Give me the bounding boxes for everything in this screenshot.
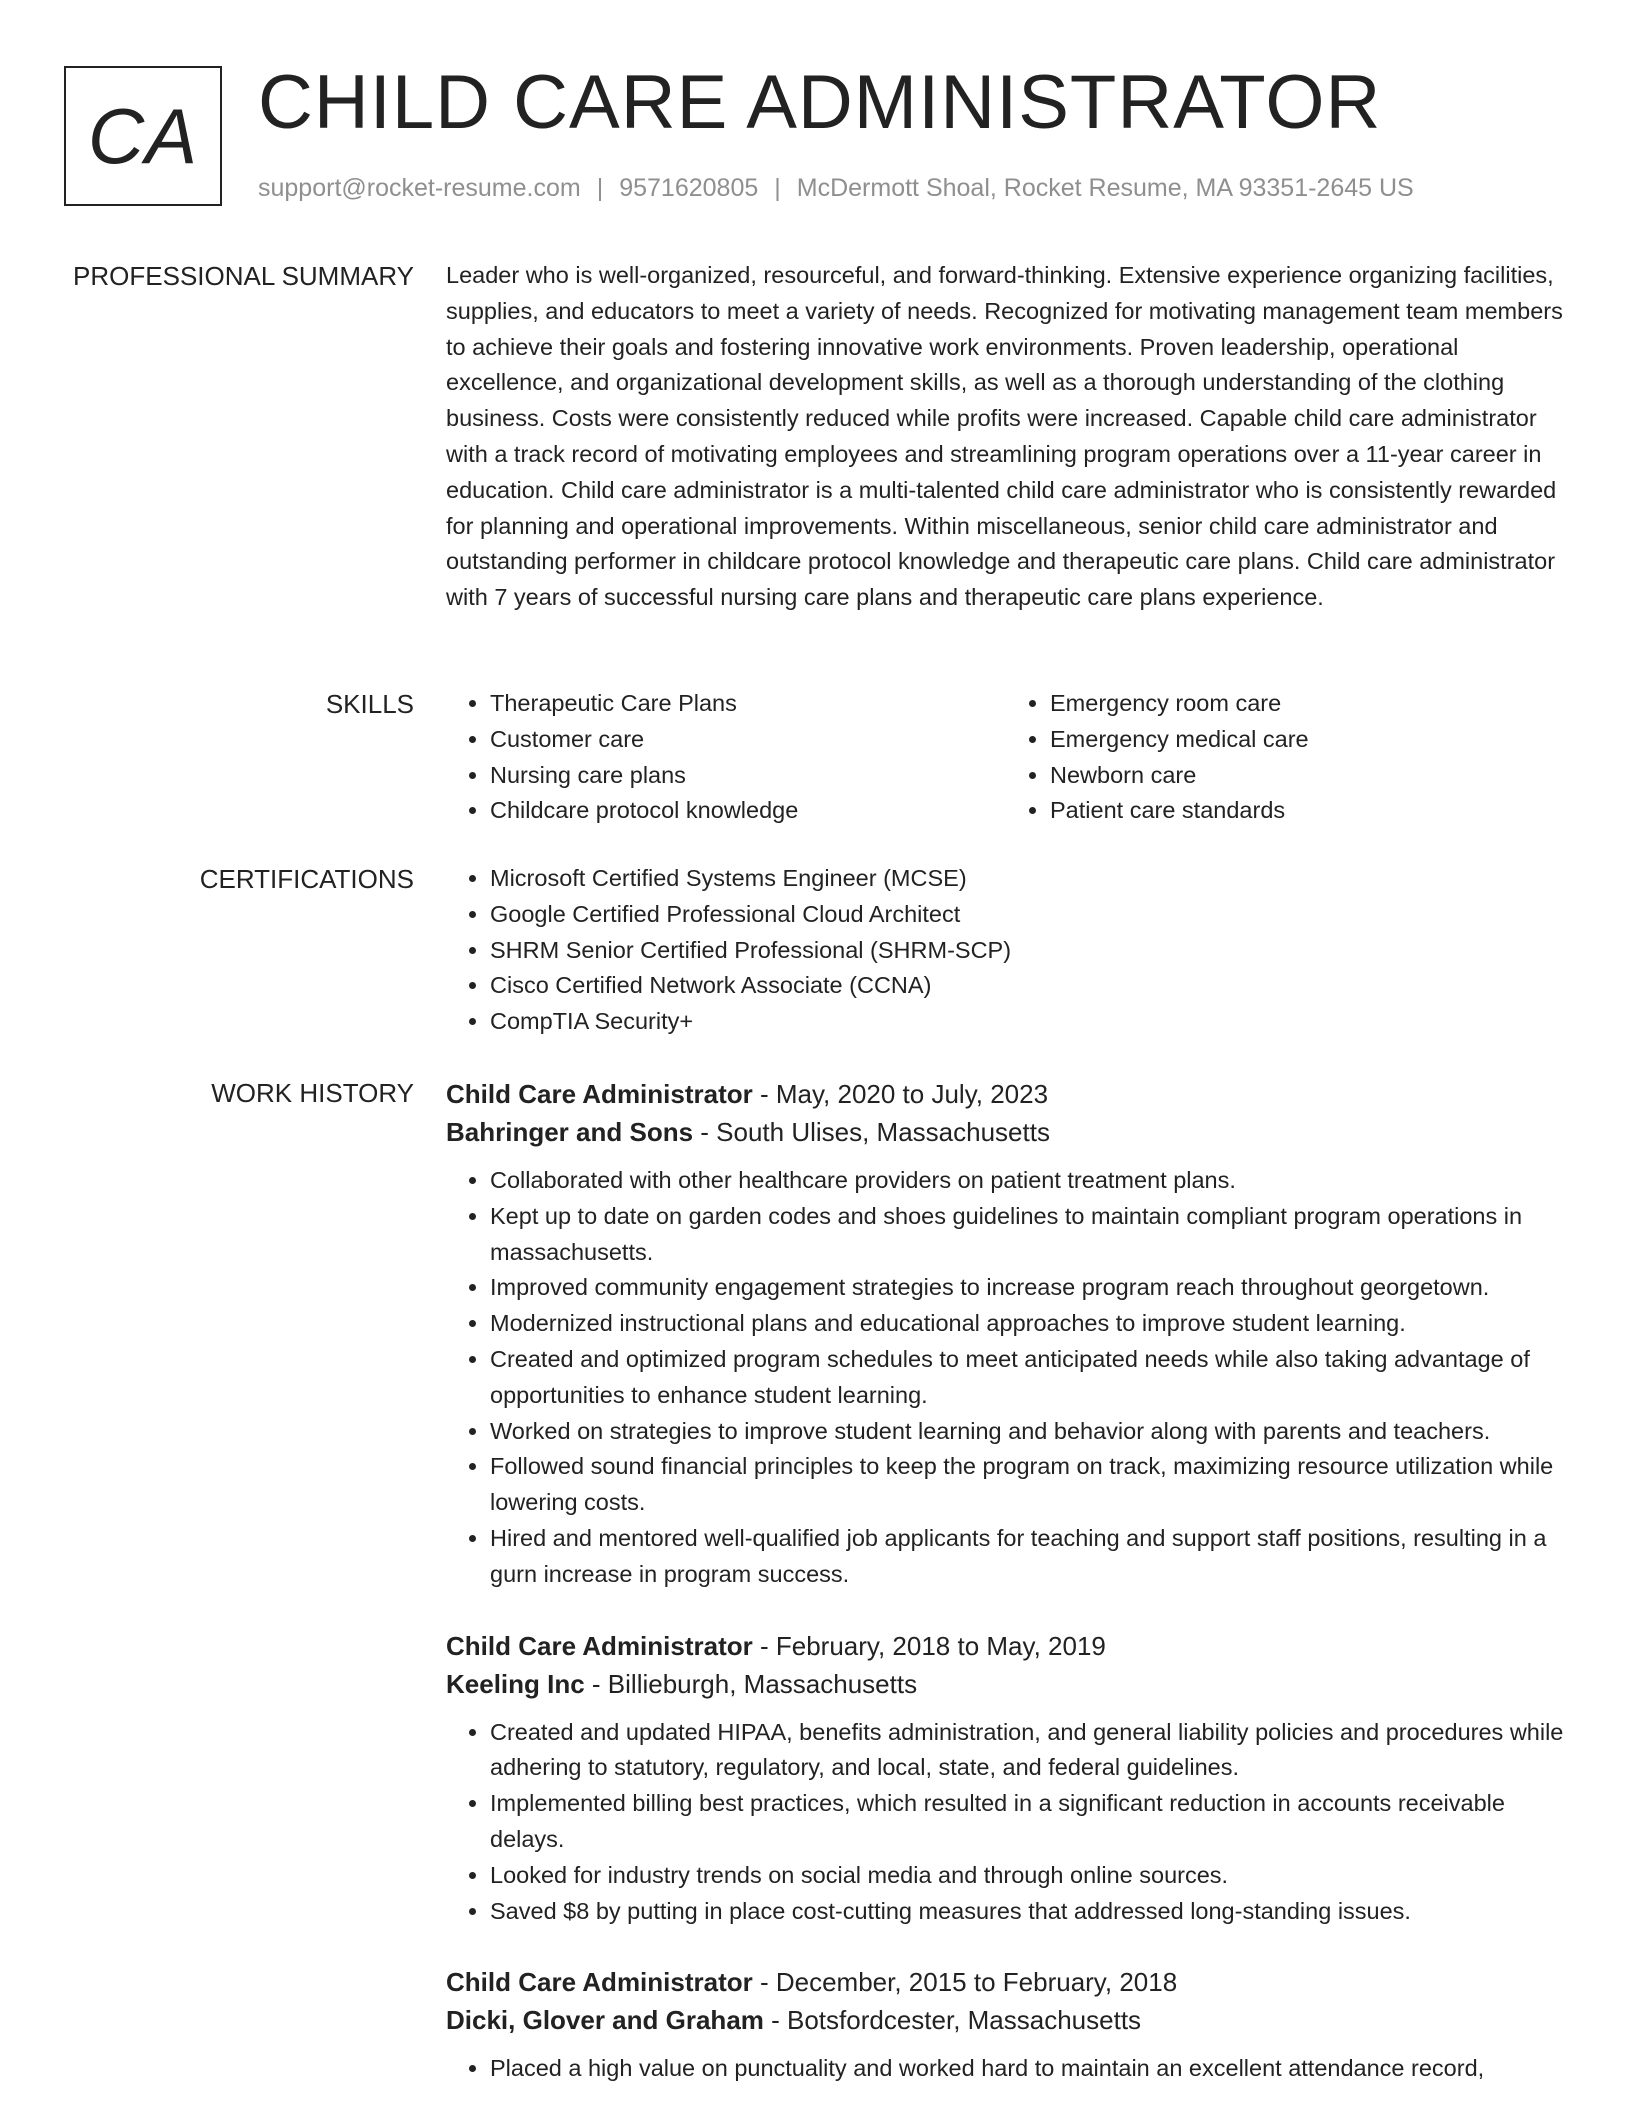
monogram: CA [64,66,222,206]
job-dates: - May, 2020 to July, 2023 [752,1079,1049,1109]
separator: | [596,174,604,202]
skill-item: • Emergency medical care [1050,722,1566,758]
job-bullet: • Placed a high value on punctuality and worked hard to maintain an excellent attendance record, [490,2051,1566,2087]
job-entry [446,1627,1566,1930]
phone[interactable]: 9571620805 [619,174,759,202]
job-company-line [446,2001,1566,2039]
job-bullet: • Created and updated HIPAA, benefits administration, and general liability policies and procedures while adhering to statutory, regulatory, and local, state, and federal guidelines. [490,1715,1566,1787]
page-title: CHILD CARE ADMINISTRATOR [258,60,1382,145]
job-title-line [446,1963,1566,2001]
email[interactable]: support@rocket-resume.com [258,174,581,202]
skills-column-left [446,686,1006,829]
job-bullets [446,1163,1566,1593]
certifications-list [446,861,1566,1040]
skill-item: • Therapeutic Care Plans [490,686,1006,722]
certification-item: • Cisco Certified Network Associate (CCNA) [490,968,1566,1004]
skill-item: • Newborn care [1050,758,1566,794]
section-label: SKILLS [325,689,414,719]
work-list [446,1075,1566,2121]
job-bullet: • Kept up to date on garden codes and shoes guidelines to maintain compliant program operations in massachusetts. [490,1199,1566,1271]
job-bullet: • Improved community engagement strategies to increase program reach throughout georgetown. [490,1270,1566,1306]
skill-item: • Customer care [490,722,1006,758]
address: McDermott Shoal, Rocket Resume, MA 93351-2645 US [796,174,1414,202]
job-title: Child Care Administrator [446,1630,753,1661]
job-bullet: • Modernized instructional plans and educational approaches to improve student learning. [490,1306,1566,1342]
job-dates: - February, 2018 to May, 2019 [752,1630,1106,1661]
job-title: Child Care Administrator [446,1079,753,1109]
job-entry [446,1963,1566,2087]
job-company-line [446,1113,1566,1151]
contact-line [258,174,1414,203]
job-bullet: • Implemented billing best practices, which resulted in a significant reduction in accounts receivable delays. [490,1786,1566,1858]
job-location: - Botsfordcester, Massachusetts [763,2005,1142,2036]
skills-column-right [1006,686,1566,829]
skill-item: • Emergency room care [1050,686,1566,722]
job-bullet: • Hired and mentored well-qualified job applicants for teaching and support staff positions, resulting in a gurn increase in program success. [490,1521,1566,1593]
summary-text: Leader who is well-organized, resourceful, and forward-thinking. Extensive experience organizing facilities, supplies, and educators to meet a variety of needs. Recognized for motivating management team members to achieve their goals and fostering innovative work environments. Proven leadership, operational excellence, and organizational development skills, as well as a thorough understanding of the clothing business. Costs were consistently reduced while profits were increased. Capable child care administrator with a track record of motivating employees and streamlining program operations over a 11-year career in education. Child care administrator is a multi-talented child care administrator who is consistently rewarded for planning and operational improvements. Within miscellaneous, senior child care administrator and outstanding performer in childcare protocol knowledge and therapeutic care plans. Child care administrator with 7 years of successful nursing care plans and therapeutic care plans experience. [446,262,1563,611]
job-bullet: • Looked for industry trends on social media and through online sources. [490,1858,1566,1894]
separator: | [774,174,781,202]
job-company-line [446,1665,1566,1703]
skill-item: • Patient care standards [1050,793,1566,829]
job-bullets [446,2051,1566,2087]
job-title-line [446,1075,1566,1113]
skill-item: • Nursing care plans [490,758,1006,794]
job-company: Dicki, Glover and Graham [446,2005,764,2036]
job-company: Keeling Inc [446,1668,585,1699]
certification-item: • SHRM Senior Certified Professional (SHRM-SCP) [490,933,1566,969]
job-company: Bahringer and Sons [446,1117,694,1147]
certification-item: • Google Certified Professional Cloud Architect [490,897,1566,933]
skills-list [446,686,1566,829]
job-dates: - December, 2015 to February, 2018 [752,1967,1178,1998]
job-location: - South Ulises, Massachusetts [693,1117,1050,1147]
job-title: Child Care Administrator [446,1967,753,1998]
section-label: CERTIFICATIONS [199,864,414,894]
certification-item: • Microsoft Certified Systems Engineer (MCSE) [490,861,1566,897]
section-label: PROFESSIONAL SUMMARY [73,261,414,291]
job-bullet: • Created and optimized program schedules to meet anticipated needs while also taking advantage of opportunities to enhance student learning. [490,1342,1566,1414]
job-bullet: • Followed sound financial principles to keep the program on track, maximizing resource utilization while lowering costs. [490,1449,1566,1521]
job-location: - Billieburgh, Massachusetts [584,1668,918,1699]
job-bullet: • Worked on strategies to improve student learning and behavior along with parents and teachers. [490,1414,1566,1450]
job-bullet: • Saved $8 by putting in place cost-cutting measures that addressed long-standing issues. [490,1894,1566,1930]
skill-item: • Childcare protocol knowledge [490,793,1006,829]
job-bullet: • Collaborated with other healthcare providers on patient treatment plans. [490,1163,1566,1199]
certification-item: • CompTIA Security+ [490,1004,1566,1040]
job-bullets [446,1715,1566,1930]
job-entry [446,1075,1566,1593]
job-title-line [446,1627,1566,1665]
section-label: WORK HISTORY [211,1078,414,1108]
